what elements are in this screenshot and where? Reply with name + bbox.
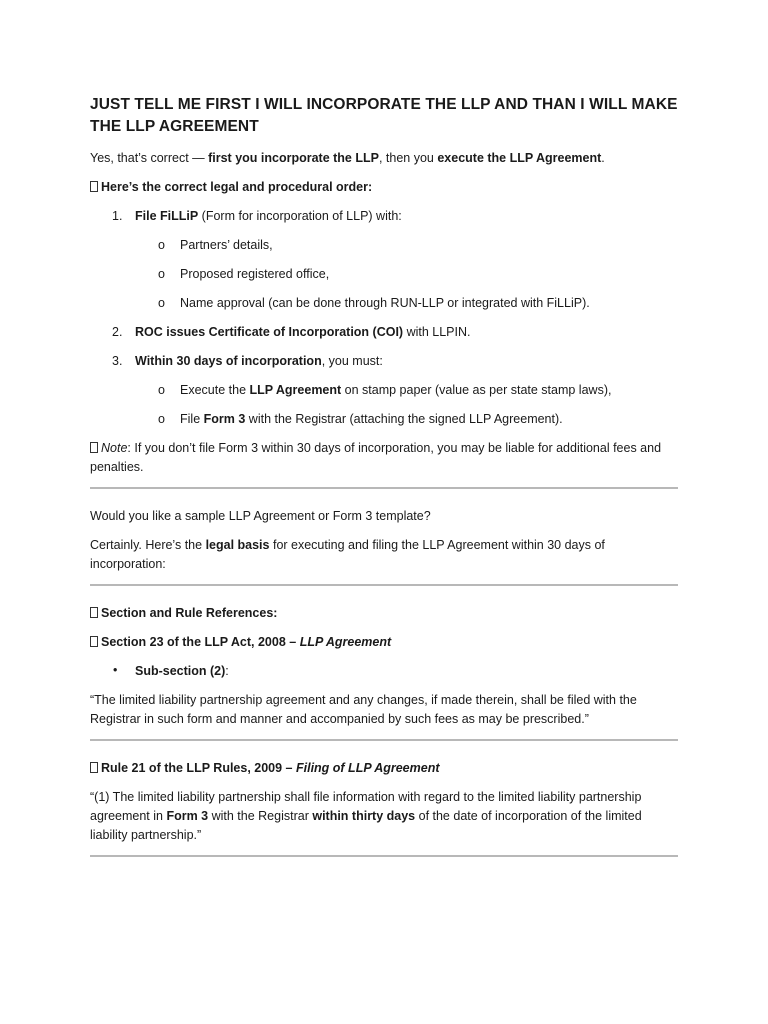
divider [90, 584, 678, 586]
step-3 [90, 352, 678, 429]
subitem-text-end: with the Registrar (attaching the signed LLP Agreement). [245, 412, 563, 426]
list-item [90, 662, 678, 681]
missing-glyph-icon [90, 442, 98, 453]
missing-glyph-icon [90, 607, 98, 618]
rule-21-bold: Rule 21 of the LLP Rules, 2009 – [101, 761, 296, 775]
subitem-bold: LLP Agreement [249, 383, 342, 397]
note-paragraph [90, 439, 678, 477]
sub-bullet: o [158, 383, 165, 397]
sub-bullet: o [158, 412, 165, 426]
subitem-bold: Form 3 [203, 412, 246, 426]
section-23-quote: “The limited liability partnership agreement and any changes, if made therein, shall be filed with the Registrar in such form and manner and accompanied by such fees as may be prescribed.” [90, 693, 637, 726]
section-23-italic: LLP Agreement [299, 635, 392, 649]
intro-text-end: . [601, 151, 605, 165]
quote-text-end: of the date of incorporation of the limited liability partnership.” [90, 809, 642, 842]
note-label: Note [101, 441, 128, 455]
missing-glyph-icon [90, 762, 98, 773]
subsection-colon: : [225, 664, 229, 678]
step-bold: Within 30 days of incorporation [135, 354, 322, 368]
quote-bold-thirty-days: within thirty days [312, 809, 416, 823]
order-heading [90, 178, 678, 197]
step-text: with LLPIN. [403, 325, 471, 339]
section-23-bold: Section 23 of the LLP Act, 2008 – [101, 635, 300, 649]
missing-glyph-icon [90, 181, 98, 192]
step-3-subitems [135, 381, 678, 429]
step-1-subitems [135, 236, 678, 313]
legal-basis-paragraph [90, 536, 678, 574]
legal-basis-text: Certainly. Here’s the [90, 538, 206, 552]
step-bold: ROC issues Certificate of Incorporation (COI) [135, 325, 404, 339]
subitem-text: Partners’ details, [180, 238, 273, 252]
sub-bullet: o [158, 238, 165, 252]
document-title: JUST TELL ME FIRST I WILL INCORPORATE THE LLP AND THAN I WILL MAKE THE LLP AGREEMENT [90, 96, 678, 135]
section-23-heading [90, 633, 678, 652]
step-text: , you must: [321, 354, 383, 368]
references-heading-text: Section and Rule References: [101, 606, 278, 620]
step-number: 3. [112, 354, 123, 368]
document-page [90, 94, 678, 875]
subitem-text: File [180, 412, 204, 426]
step-1 [90, 207, 678, 313]
step-text: (Form for incorporation of LLP) with: [198, 209, 402, 223]
order-heading-text: Here’s the correct legal and procedural order: [101, 180, 373, 194]
quote-bold-form3: Form 3 [166, 809, 209, 823]
divider [90, 855, 678, 857]
bullet: • [113, 663, 118, 677]
legal-basis-bold: legal basis [205, 538, 270, 552]
subitem-text-end: on stamp paper (value as per state stamp laws), [341, 383, 612, 397]
rule-21-italic: Filing of LLP Agreement [295, 761, 440, 775]
subitem-text: Execute the [180, 383, 250, 397]
references-heading [90, 604, 678, 623]
list-item [135, 381, 678, 400]
list-item [135, 265, 678, 284]
list-item [135, 236, 678, 255]
divider [90, 739, 678, 741]
step-number: 2. [112, 325, 123, 339]
rule-21-heading [90, 759, 678, 778]
subitem-text: Name approval (can be done through RUN-LLP or integrated with FiLLiP). [180, 296, 590, 310]
subitem-text: Proposed registered office, [180, 267, 330, 281]
template-question: Would you like a sample LLP Agreement or Form 3 template? [90, 509, 431, 523]
quote-text-mid: with the Registrar [208, 809, 313, 823]
quote-text: “(1) The limited liability partnership shall file information with regard to the limited liability partnership agreement in [90, 790, 642, 823]
intro-bold-execute: execute the LLP Agreement [437, 151, 602, 165]
intro-text-mid: , then you [378, 151, 438, 165]
step-number: 1. [112, 209, 123, 223]
rule-21-quote [90, 788, 678, 845]
step-2 [90, 323, 678, 342]
intro-paragraph [90, 149, 678, 168]
steps-list [90, 207, 678, 429]
subsection-label: Sub-section (2) [135, 664, 226, 678]
sub-bullet: o [158, 296, 165, 310]
sub-bullet: o [158, 267, 165, 281]
section-23-bullets [90, 662, 678, 681]
missing-glyph-icon [90, 636, 98, 647]
intro-bold-incorporate: first you incorporate the LLP [208, 151, 379, 165]
list-item [135, 294, 678, 313]
step-bold: File FiLLiP [135, 209, 199, 223]
note-text: : If you don’t file Form 3 within 30 days of incorporation, you may be liable for additional fees and penalties. [90, 441, 662, 474]
list-item [135, 410, 678, 429]
legal-basis-text-end: for executing and filing the LLP Agreement within 30 days of incorporation: [90, 538, 605, 571]
divider [90, 487, 678, 489]
intro-text: Yes, that’s correct — [90, 151, 209, 165]
